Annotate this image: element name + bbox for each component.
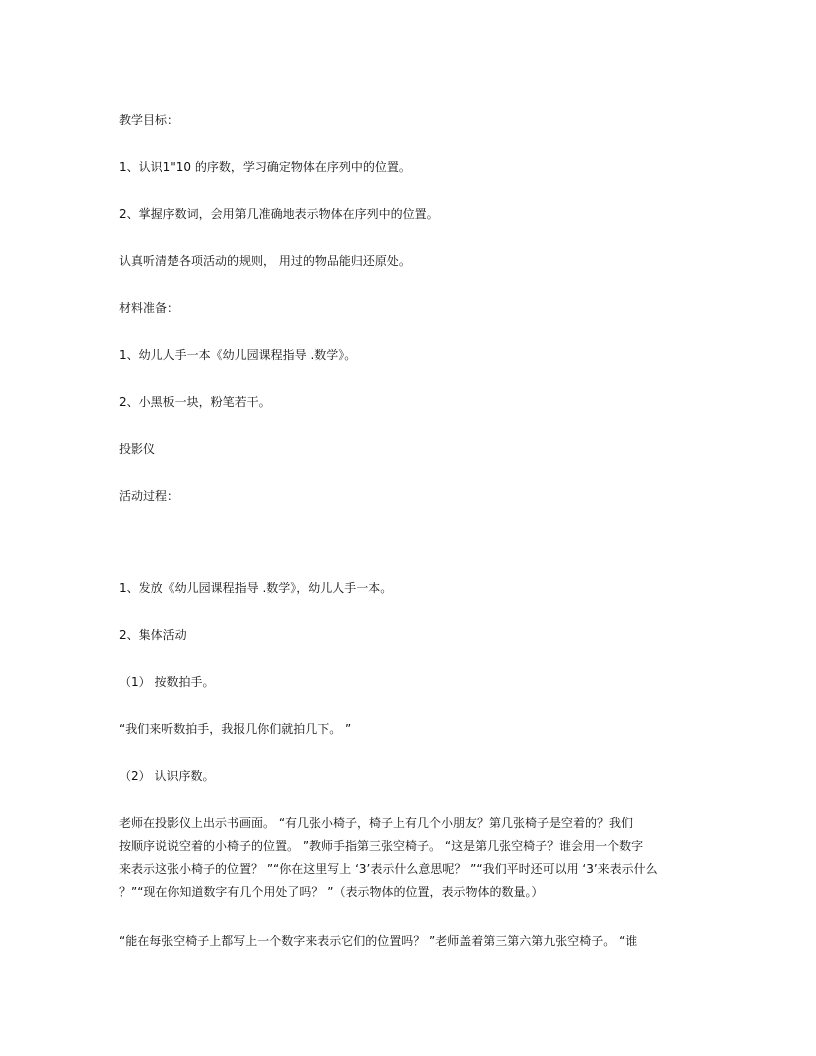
paragraph-line: 老师在投影仪上出示书画面。 “有几张小椅子，椅子上有几个小朋友？第几张椅子是空着的？我们	[119, 816, 634, 830]
sub-step-1: （1） 按数拍手。	[119, 675, 215, 689]
heading-materials: 材料准备：	[119, 301, 180, 315]
goal-item-2: 2、掌握序数词，会用第几准确地表示物体在序列中的位置。	[119, 207, 439, 221]
material-item-2: 2、小黑板一块，粉笔若干。	[119, 395, 271, 409]
goal-item-3: 认真听清楚各项活动的规则， 用过的物品能归还原处。	[119, 254, 411, 268]
paragraph-line: “能在每张空椅子上都写上一个数字来表示它们的位置吗？ ”老师盖着第三第六第九张空椅子。 “谁	[119, 934, 638, 948]
material-item-1: 1、幼儿人手一本《幼儿园课程指导 .数学》。	[119, 348, 357, 362]
material-item-3: 投影仪	[119, 442, 156, 456]
paragraph-empty-chairs	[119, 930, 709, 953]
paragraph-line: ？”“现在你知道数字有几个用处了吗？ ”（表示物体的位置，表示物体的数量。）	[119, 885, 544, 899]
paragraph-line: 来表示这张小椅子的位置？ ”“你在这里写上 ‘3’表示什么意思呢？ ”“我们平时还可以用 ‘3’来表示什么	[119, 862, 658, 876]
paragraph-projector	[119, 812, 709, 904]
process-step-1: 1、发放《幼儿园课程指导 .数学》，幼儿人手一本。	[119, 581, 393, 595]
quote-clapping: “我们来听数拍手，我报几你们就拍几下。 ”	[119, 722, 352, 736]
paragraph-line: 按顺序说说空着的小椅子的位置。 ”教师手指第三张空椅子。 “这是第几张空椅子？谁会用一个数字	[119, 839, 644, 853]
goal-item-1: 1、认识1"10 的序数，学习确定物体在序列中的位置。	[119, 160, 411, 174]
sub-step-2: （2） 认识序数。	[119, 769, 215, 783]
heading-teaching-goals: 教学目标：	[119, 113, 180, 127]
process-step-2: 2、集体活动	[119, 628, 187, 642]
heading-activity-process: 活动过程：	[119, 489, 180, 503]
